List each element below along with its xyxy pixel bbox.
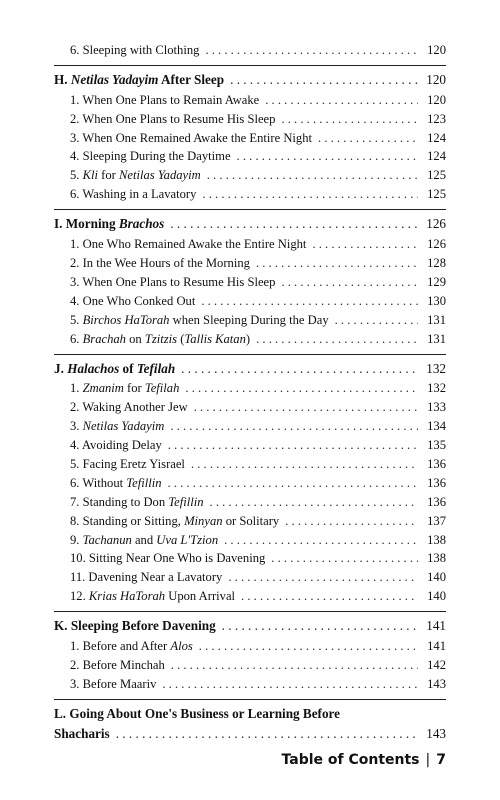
- toc-item: 5. Facing Eretz Yisrael . . . 136: [54, 454, 446, 473]
- toc-item: 10. Sitting Near One Who is Davening . . . 138: [54, 549, 446, 568]
- toc-item: 11. Davening Near a Lavatory . . . 140: [54, 567, 446, 586]
- toc-item: 7. Standing to Don Tefillin . . . 136: [54, 492, 446, 511]
- toc-item: 12. Krias HaTorah Upon Arrival . . . 140: [54, 586, 446, 605]
- toc-item: 1. Before and After Alos . . . 141: [54, 636, 446, 655]
- footer-label: Table of Contents: [281, 752, 420, 768]
- section-heading-i: I. Morning Brachos . . . 126: [54, 214, 446, 234]
- section-heading-l-line1: L. Going About One's Business or Learning Before: [54, 705, 341, 721]
- toc-item: 8. Standing or Sitting, Minyan or Solitary . . . 137: [54, 511, 446, 530]
- toc-item: 1. One Who Remained Awake the Entire Night . . . 126: [54, 234, 446, 253]
- toc-item: 4. One Who Conked Out . . . 130: [54, 291, 446, 310]
- section-heading-k: K. Sleeping Before Davening . . . 141: [54, 616, 446, 636]
- toc-item: 5. Kli for Netilas Yadayim . . . 125: [54, 165, 446, 184]
- toc-item: 2. When One Plans to Resume His Sleep . . . 123: [54, 109, 446, 128]
- toc-item: 6. Sleeping with Clothing . . . 120: [54, 40, 446, 59]
- section-divider: [54, 611, 446, 612]
- toc-item: 3. When One Remained Awake the Entire Night . . . 124: [54, 128, 446, 147]
- toc-item: 1. When One Plans to Remain Awake . . . 120: [54, 90, 446, 109]
- section-heading-j: J. Halachos of Tefilah . . . 132: [54, 359, 446, 379]
- page-number: 7: [436, 752, 446, 768]
- toc-item: 6. Washing in a Lavatory . . . 125: [54, 184, 446, 203]
- toc-item: 2. Waking Another Jew . . . 133: [54, 397, 446, 416]
- toc-item: 1. Zmanim for Tefilah . . . 132: [54, 379, 446, 398]
- section-divider: [54, 354, 446, 355]
- section-heading-h: H. Netilas Yadayim After Sleep . . . 120: [54, 70, 446, 90]
- section-divider: [54, 65, 446, 66]
- toc-item: 6. Brachah on Tzitzis (Tallis Katan) . . . 131: [54, 329, 446, 348]
- section-divider: [54, 699, 446, 700]
- section-heading-l-line2: Shacharis . . . 143: [54, 724, 446, 744]
- toc-item: 4. Sleeping During the Daytime . . . 124: [54, 147, 446, 166]
- toc-item: 3. Netilas Yadayim . . . 134: [54, 416, 446, 435]
- toc-item: 5. Birchos HaTorah when Sleeping During the Day . . . 131: [54, 310, 446, 329]
- footer-separator: |: [425, 752, 431, 768]
- page-footer: [282, 752, 446, 768]
- toc-item: 3. Before Maariv . . . 143: [54, 674, 446, 693]
- toc-item: 4. Avoiding Delay . . . 135: [54, 435, 446, 454]
- toc-item: 3. When One Plans to Resume His Sleep . . . 129: [54, 272, 446, 291]
- toc-item: 2. Before Minchah . . . 142: [54, 655, 446, 674]
- table-of-contents: [54, 40, 446, 744]
- toc-item: 6. Without Tefillin . . . 136: [54, 473, 446, 492]
- toc-item: 2. In the Wee Hours of the Morning . . . 128: [54, 253, 446, 272]
- toc-item: 9. Tachanun and Uva L'Tzion . . . 138: [54, 530, 446, 549]
- section-divider: [54, 209, 446, 210]
